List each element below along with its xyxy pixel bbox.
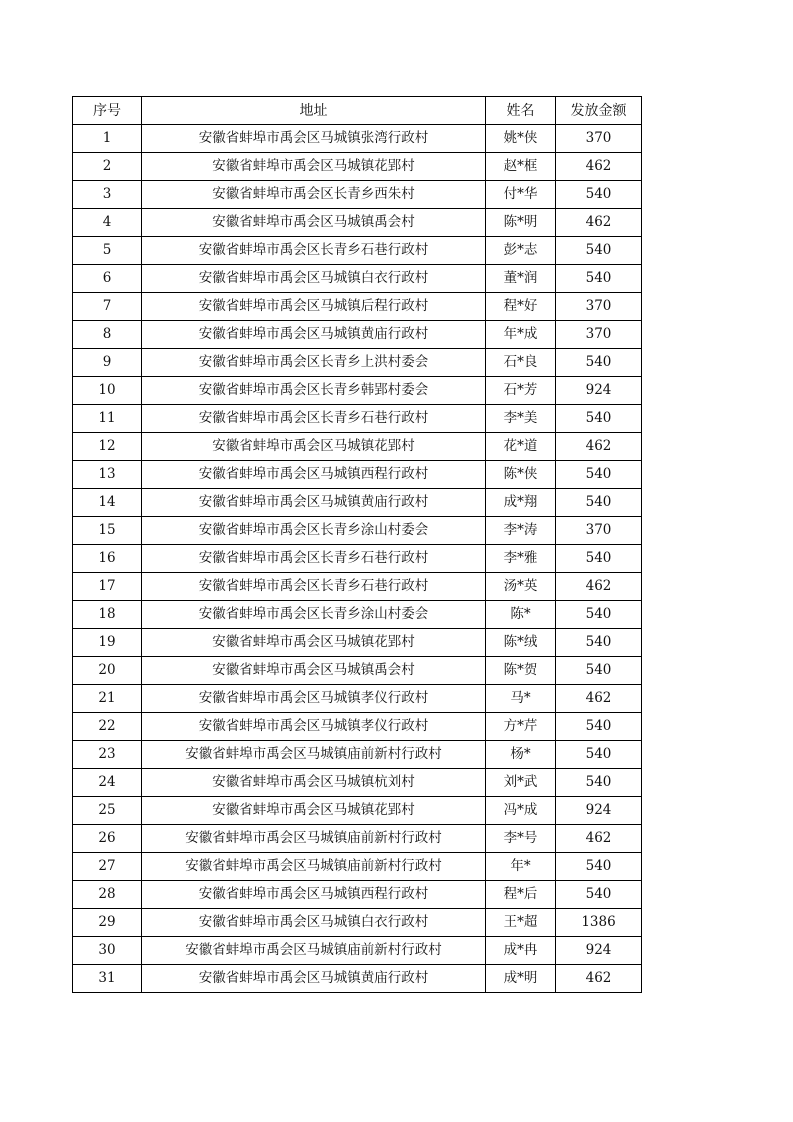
table-row [73, 433, 642, 461]
table-row [73, 405, 642, 433]
cell-amount: 1386 [556, 909, 642, 937]
cell-address: 安徽省蚌埠市禹会区长青乡石巷行政村 [142, 573, 486, 601]
cell-name: 陈*明 [486, 209, 556, 237]
header-row [73, 97, 642, 125]
table-row [73, 601, 642, 629]
cell-address: 安徽省蚌埠市禹会区长青乡石巷行政村 [142, 545, 486, 573]
table-row [73, 573, 642, 601]
table-row [73, 377, 642, 405]
cell-amount: 924 [556, 797, 642, 825]
cell-address: 安徽省蚌埠市禹会区长青乡西朱村 [142, 181, 486, 209]
cell-amount: 462 [556, 685, 642, 713]
cell-name: 李*美 [486, 405, 556, 433]
cell-address: 安徽省蚌埠市禹会区马城镇花郢村 [142, 433, 486, 461]
cell-address: 安徽省蚌埠市禹会区长青乡石巷行政村 [142, 405, 486, 433]
cell-amount: 540 [556, 489, 642, 517]
cell-name: 董*润 [486, 265, 556, 293]
cell-amount: 370 [556, 517, 642, 545]
cell-name: 花*道 [486, 433, 556, 461]
cell-address: 安徽省蚌埠市禹会区马城镇孝仪行政村 [142, 685, 486, 713]
cell-amount: 462 [556, 965, 642, 993]
table-row [73, 769, 642, 797]
cell-index: 16 [73, 545, 142, 573]
cell-index: 4 [73, 209, 142, 237]
cell-index: 11 [73, 405, 142, 433]
cell-address: 安徽省蚌埠市禹会区马城镇后程行政村 [142, 293, 486, 321]
cell-name: 方*芹 [486, 713, 556, 741]
table-row [73, 545, 642, 573]
cell-name: 陈*绒 [486, 629, 556, 657]
cell-amount: 462 [556, 209, 642, 237]
cell-name: 年*成 [486, 321, 556, 349]
cell-name: 冯*成 [486, 797, 556, 825]
cell-name: 陈*侠 [486, 461, 556, 489]
cell-address: 安徽省蚌埠市禹会区马城镇西程行政村 [142, 881, 486, 909]
cell-address: 安徽省蚌埠市禹会区马城镇白衣行政村 [142, 265, 486, 293]
cell-amount: 462 [556, 573, 642, 601]
cell-name: 陈* [486, 601, 556, 629]
cell-amount: 540 [556, 405, 642, 433]
table-row [73, 909, 642, 937]
header-name: 姓名 [486, 97, 556, 125]
table-row [73, 293, 642, 321]
cell-name: 程*后 [486, 881, 556, 909]
cell-amount: 924 [556, 937, 642, 965]
table-row [73, 797, 642, 825]
cell-address: 安徽省蚌埠市禹会区马城镇黄庙行政村 [142, 489, 486, 517]
cell-index: 27 [73, 853, 142, 881]
table-row [73, 853, 642, 881]
cell-index: 5 [73, 237, 142, 265]
cell-amount: 540 [556, 629, 642, 657]
table-row [73, 265, 642, 293]
cell-address: 安徽省蚌埠市禹会区马城镇庙前新村行政村 [142, 853, 486, 881]
cell-index: 2 [73, 153, 142, 181]
cell-name: 刘*武 [486, 769, 556, 797]
cell-index: 23 [73, 741, 142, 769]
table-row [73, 629, 642, 657]
cell-address: 安徽省蚌埠市禹会区马城镇禹会村 [142, 209, 486, 237]
table-row [73, 461, 642, 489]
cell-address: 安徽省蚌埠市禹会区长青乡上洪村委会 [142, 349, 486, 377]
cell-index: 8 [73, 321, 142, 349]
table-header [73, 97, 642, 125]
table-row [73, 489, 642, 517]
cell-amount: 540 [556, 769, 642, 797]
cell-amount: 540 [556, 601, 642, 629]
cell-index: 20 [73, 657, 142, 685]
cell-amount: 370 [556, 321, 642, 349]
cell-address: 安徽省蚌埠市禹会区马城镇禹会村 [142, 657, 486, 685]
table-row [73, 125, 642, 153]
cell-index: 31 [73, 965, 142, 993]
cell-address: 安徽省蚌埠市禹会区马城镇花郢村 [142, 797, 486, 825]
cell-amount: 370 [556, 125, 642, 153]
cell-index: 24 [73, 769, 142, 797]
cell-name: 杨* [486, 741, 556, 769]
cell-name: 成*翔 [486, 489, 556, 517]
cell-address: 安徽省蚌埠市禹会区马城镇黄庙行政村 [142, 321, 486, 349]
cell-name: 石*良 [486, 349, 556, 377]
cell-address: 安徽省蚌埠市禹会区马城镇庙前新村行政村 [142, 825, 486, 853]
cell-name: 李*号 [486, 825, 556, 853]
cell-address: 安徽省蚌埠市禹会区马城镇西程行政村 [142, 461, 486, 489]
payment-table [72, 96, 642, 993]
cell-address: 安徽省蚌埠市禹会区马城镇白衣行政村 [142, 909, 486, 937]
cell-index: 13 [73, 461, 142, 489]
cell-amount: 540 [556, 237, 642, 265]
cell-index: 12 [73, 433, 142, 461]
cell-name: 付*华 [486, 181, 556, 209]
cell-address: 安徽省蚌埠市禹会区马城镇庙前新村行政村 [142, 937, 486, 965]
cell-amount: 540 [556, 657, 642, 685]
cell-amount: 370 [556, 293, 642, 321]
table-row [73, 237, 642, 265]
cell-index: 26 [73, 825, 142, 853]
cell-index: 25 [73, 797, 142, 825]
table-row [73, 685, 642, 713]
cell-address: 安徽省蚌埠市禹会区马城镇孝仪行政村 [142, 713, 486, 741]
cell-amount: 924 [556, 377, 642, 405]
cell-index: 17 [73, 573, 142, 601]
cell-amount: 540 [556, 881, 642, 909]
cell-amount: 540 [556, 853, 642, 881]
cell-amount: 462 [556, 153, 642, 181]
cell-amount: 462 [556, 433, 642, 461]
cell-name: 陈*贺 [486, 657, 556, 685]
cell-address: 安徽省蚌埠市禹会区马城镇花郢村 [142, 629, 486, 657]
cell-index: 29 [73, 909, 142, 937]
cell-name: 赵*框 [486, 153, 556, 181]
table-row [73, 937, 642, 965]
cell-name: 马* [486, 685, 556, 713]
cell-address: 安徽省蚌埠市禹会区马城镇庙前新村行政村 [142, 741, 486, 769]
cell-index: 10 [73, 377, 142, 405]
cell-amount: 462 [556, 825, 642, 853]
table-row [73, 713, 642, 741]
cell-index: 1 [73, 125, 142, 153]
cell-amount: 540 [556, 713, 642, 741]
table-row [73, 181, 642, 209]
cell-index: 14 [73, 489, 142, 517]
cell-amount: 540 [556, 461, 642, 489]
cell-index: 15 [73, 517, 142, 545]
cell-name: 石*芳 [486, 377, 556, 405]
cell-address: 安徽省蚌埠市禹会区长青乡涂山村委会 [142, 517, 486, 545]
cell-index: 6 [73, 265, 142, 293]
cell-amount: 540 [556, 741, 642, 769]
header-address: 地址 [142, 97, 486, 125]
cell-amount: 540 [556, 265, 642, 293]
cell-name: 年* [486, 853, 556, 881]
table-body [73, 125, 642, 993]
cell-address: 安徽省蚌埠市禹会区长青乡石巷行政村 [142, 237, 486, 265]
cell-address: 安徽省蚌埠市禹会区马城镇杭刘村 [142, 769, 486, 797]
cell-index: 18 [73, 601, 142, 629]
cell-address: 安徽省蚌埠市禹会区马城镇花郢村 [142, 153, 486, 181]
cell-name: 汤*英 [486, 573, 556, 601]
cell-amount: 540 [556, 545, 642, 573]
cell-name: 王*超 [486, 909, 556, 937]
cell-name: 程*好 [486, 293, 556, 321]
cell-address: 安徽省蚌埠市禹会区马城镇黄庙行政村 [142, 965, 486, 993]
cell-index: 7 [73, 293, 142, 321]
cell-name: 成*冉 [486, 937, 556, 965]
table-row [73, 153, 642, 181]
table-row [73, 825, 642, 853]
table-row [73, 741, 642, 769]
cell-name: 成*明 [486, 965, 556, 993]
cell-address: 安徽省蚌埠市禹会区长青乡涂山村委会 [142, 601, 486, 629]
cell-index: 3 [73, 181, 142, 209]
table-row [73, 657, 642, 685]
table-row [73, 321, 642, 349]
cell-index: 9 [73, 349, 142, 377]
cell-index: 19 [73, 629, 142, 657]
cell-name: 彭*志 [486, 237, 556, 265]
table-row [73, 209, 642, 237]
header-amount: 发放金额 [556, 97, 642, 125]
cell-index: 30 [73, 937, 142, 965]
cell-name: 姚*侠 [486, 125, 556, 153]
cell-amount: 540 [556, 349, 642, 377]
table-row [73, 965, 642, 993]
cell-address: 安徽省蚌埠市禹会区马城镇张湾行政村 [142, 125, 486, 153]
table-row [73, 881, 642, 909]
cell-name: 李*雅 [486, 545, 556, 573]
table-row [73, 517, 642, 545]
header-index: 序号 [73, 97, 142, 125]
cell-address: 安徽省蚌埠市禹会区长青乡韩郢村委会 [142, 377, 486, 405]
table-row [73, 349, 642, 377]
cell-name: 李*涛 [486, 517, 556, 545]
cell-index: 21 [73, 685, 142, 713]
document-sheet [72, 96, 642, 993]
cell-index: 28 [73, 881, 142, 909]
cell-index: 22 [73, 713, 142, 741]
cell-amount: 540 [556, 181, 642, 209]
